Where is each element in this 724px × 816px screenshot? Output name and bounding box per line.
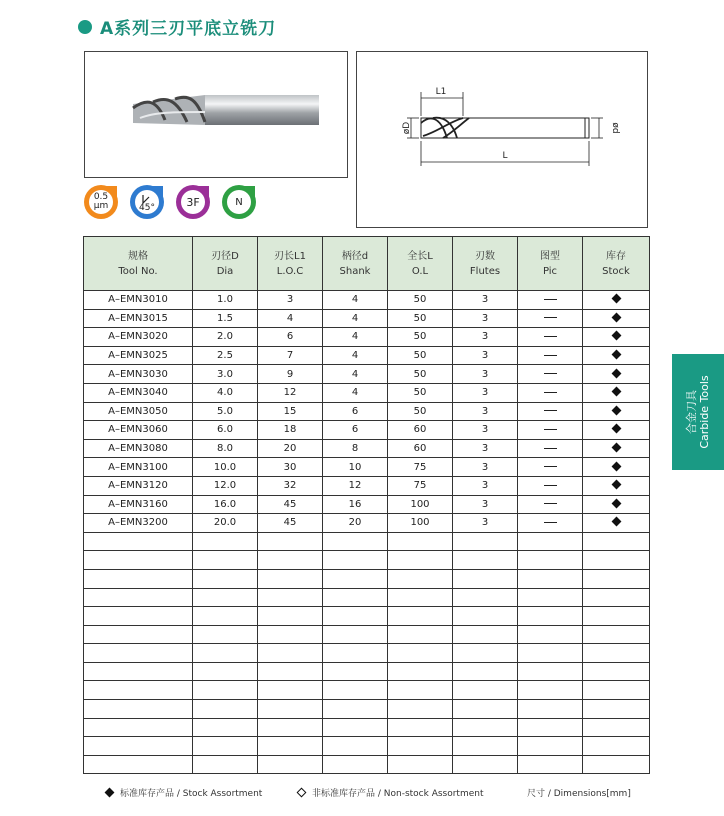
- empty-cell: [193, 718, 258, 737]
- empty-cell: [388, 662, 453, 681]
- stock-diamond-icon: [611, 312, 621, 322]
- end-mill-diagram: [357, 52, 647, 227]
- page-heading: [78, 14, 276, 39]
- empty-cell: [258, 569, 323, 588]
- helix-angle-icon: [129, 184, 165, 220]
- cell-shank: 20: [323, 514, 388, 533]
- empty-cell: [453, 755, 518, 774]
- cell-stock: [583, 328, 650, 347]
- empty-table-row: [84, 532, 650, 551]
- empty-cell: [323, 607, 388, 626]
- cell-stock: [583, 421, 650, 440]
- cell-pic: [518, 346, 583, 365]
- table-row: [84, 383, 650, 402]
- cell-stock: [583, 476, 650, 495]
- cell-loc: 30: [258, 458, 323, 477]
- cell-ol: 75: [388, 458, 453, 477]
- cell-dia: 20.0: [193, 514, 258, 533]
- cell-tool: A–EMN3050: [84, 402, 193, 421]
- empty-table-row: [84, 625, 650, 644]
- empty-table-row: [84, 737, 650, 756]
- empty-cell: [518, 569, 583, 588]
- cell-flutes: 3: [453, 514, 518, 533]
- l-label: L: [502, 151, 508, 161]
- cell-shank: 4: [323, 365, 388, 384]
- empty-cell: [323, 569, 388, 588]
- empty-cell: [453, 718, 518, 737]
- end-mill-photo: [85, 52, 347, 177]
- cell-tool: A–EMN3010: [84, 291, 193, 310]
- table-row: [84, 291, 650, 310]
- material-value: N: [235, 196, 243, 208]
- empty-cell: [193, 625, 258, 644]
- stock-diamond-icon: [611, 331, 621, 341]
- empty-cell: [388, 755, 453, 774]
- feature-icons: [83, 184, 257, 220]
- empty-cell: [453, 700, 518, 719]
- empty-cell: [388, 551, 453, 570]
- table-header-row: [84, 237, 650, 291]
- empty-table-row: [84, 662, 650, 681]
- empty-cell: [323, 681, 388, 700]
- empty-cell: [193, 588, 258, 607]
- cell-tool: A–EMN3060: [84, 421, 193, 440]
- cell-dia: 6.0: [193, 421, 258, 440]
- table-row: [84, 346, 650, 365]
- cell-pic: [518, 328, 583, 347]
- empty-cell: [583, 681, 650, 700]
- cell-flutes: 3: [453, 402, 518, 421]
- empty-cell: [323, 718, 388, 737]
- empty-cell: [518, 551, 583, 570]
- empty-cell: [84, 755, 193, 774]
- empty-cell: [323, 700, 388, 719]
- helix-angle-value: 45°: [139, 202, 155, 213]
- cell-stock: [583, 291, 650, 310]
- table-row: [84, 421, 650, 440]
- header-tool-no: 规格 Tool No.: [84, 237, 193, 291]
- empty-cell: [258, 625, 323, 644]
- empty-cell: [453, 625, 518, 644]
- empty-cell: [518, 532, 583, 551]
- cell-shank: 4: [323, 383, 388, 402]
- cell-flutes: 3: [453, 439, 518, 458]
- side-tab-en: Carbide Tools: [698, 375, 711, 449]
- empty-cell: [583, 755, 650, 774]
- cell-shank: 6: [323, 421, 388, 440]
- empty-cell: [388, 718, 453, 737]
- empty-cell: [258, 644, 323, 663]
- empty-cell: [84, 551, 193, 570]
- empty-cell: [583, 532, 650, 551]
- cell-loc: 18: [258, 421, 323, 440]
- empty-cell: [388, 588, 453, 607]
- cell-loc: 9: [258, 365, 323, 384]
- cell-shank: 6: [323, 402, 388, 421]
- empty-cell: [388, 607, 453, 626]
- cell-pic: [518, 402, 583, 421]
- header-shank: 柄径d Shank: [323, 237, 388, 291]
- bullet-dot: [78, 20, 92, 34]
- spec-table: [83, 236, 650, 774]
- cell-dia: 2.5: [193, 346, 258, 365]
- cell-pic: [518, 383, 583, 402]
- header-flutes: 刃数 Flutes: [453, 237, 518, 291]
- cell-ol: 50: [388, 346, 453, 365]
- empty-cell: [258, 662, 323, 681]
- empty-cell: [193, 681, 258, 700]
- table-row: [84, 476, 650, 495]
- empty-cell: [84, 718, 193, 737]
- empty-cell: [323, 551, 388, 570]
- cell-stock: [583, 346, 650, 365]
- stock-diamond-icon: [611, 387, 621, 397]
- empty-table-row: [84, 569, 650, 588]
- empty-cell: [193, 532, 258, 551]
- cell-dia: 5.0: [193, 402, 258, 421]
- precision-value: 0.5: [93, 192, 109, 202]
- cell-shank: 4: [323, 346, 388, 365]
- empty-cell: [84, 532, 193, 551]
- table-row: [84, 328, 650, 347]
- empty-cell: [84, 737, 193, 756]
- empty-cell: [453, 569, 518, 588]
- cell-loc: 12: [258, 383, 323, 402]
- stock-diamond-icon: [611, 294, 621, 304]
- cell-loc: 4: [258, 309, 323, 328]
- flutes-icon: [175, 184, 211, 220]
- header-ol: 全长L O.L: [388, 237, 453, 291]
- empty-cell: [258, 681, 323, 700]
- empty-cell: [388, 569, 453, 588]
- cell-stock: [583, 402, 650, 421]
- stock-diamond-icon: [611, 405, 621, 415]
- cell-loc: 6: [258, 328, 323, 347]
- cell-pic: [518, 291, 583, 310]
- empty-cell: [453, 551, 518, 570]
- cell-pic: [518, 458, 583, 477]
- cell-pic: [518, 495, 583, 514]
- empty-cell: [84, 700, 193, 719]
- empty-cell: [583, 737, 650, 756]
- table-row: [84, 309, 650, 328]
- table-row: [84, 365, 650, 384]
- cell-flutes: 3: [453, 458, 518, 477]
- empty-table-row: [84, 681, 650, 700]
- cell-tool: A–EMN3200: [84, 514, 193, 533]
- cell-tool: A–EMN3025: [84, 346, 193, 365]
- material-icon: [221, 184, 257, 220]
- empty-cell: [518, 700, 583, 719]
- cell-tool: A–EMN3120: [84, 476, 193, 495]
- cell-ol: 50: [388, 291, 453, 310]
- cell-ol: 60: [388, 439, 453, 458]
- table-row: [84, 514, 650, 533]
- empty-cell: [583, 607, 650, 626]
- empty-cell: [583, 700, 650, 719]
- empty-cell: [518, 644, 583, 663]
- empty-cell: [84, 625, 193, 644]
- cell-pic: [518, 421, 583, 440]
- header-pic: 图型 Pic: [518, 237, 583, 291]
- empty-table-row: [84, 588, 650, 607]
- empty-cell: [84, 662, 193, 681]
- empty-cell: [583, 588, 650, 607]
- table-row: [84, 439, 650, 458]
- cell-dia: 8.0: [193, 439, 258, 458]
- empty-cell: [323, 737, 388, 756]
- empty-cell: [193, 700, 258, 719]
- empty-cell: [323, 588, 388, 607]
- flutes-value: 3F: [186, 195, 200, 209]
- empty-cell: [583, 625, 650, 644]
- open-diamond-icon: [297, 788, 307, 798]
- cell-stock: [583, 365, 650, 384]
- table-row: [84, 458, 650, 477]
- cell-shank: 4: [323, 309, 388, 328]
- cell-tool: A–EMN3015: [84, 309, 193, 328]
- empty-cell: [518, 662, 583, 681]
- cell-ol: 50: [388, 309, 453, 328]
- cell-stock: [583, 383, 650, 402]
- cell-shank: 12: [323, 476, 388, 495]
- cell-flutes: 3: [453, 421, 518, 440]
- empty-cell: [388, 700, 453, 719]
- cell-tool: A–EMN3020: [84, 328, 193, 347]
- empty-cell: [323, 644, 388, 663]
- empty-table-row: [84, 700, 650, 719]
- cell-dia: 4.0: [193, 383, 258, 402]
- empty-cell: [258, 700, 323, 719]
- empty-cell: [258, 718, 323, 737]
- empty-cell: [193, 737, 258, 756]
- empty-cell: [583, 569, 650, 588]
- cell-loc: 3: [258, 291, 323, 310]
- cell-ol: 100: [388, 495, 453, 514]
- l1-label: L1: [435, 87, 447, 97]
- empty-cell: [84, 569, 193, 588]
- cell-ol: 50: [388, 328, 453, 347]
- empty-cell: [258, 755, 323, 774]
- empty-cell: [388, 737, 453, 756]
- cell-flutes: 3: [453, 346, 518, 365]
- empty-cell: [583, 644, 650, 663]
- empty-cell: [84, 588, 193, 607]
- cell-dia: 3.0: [193, 365, 258, 384]
- stock-diamond-icon: [611, 443, 621, 453]
- cell-ol: 50: [388, 402, 453, 421]
- cell-ol: 100: [388, 514, 453, 533]
- cell-flutes: 3: [453, 495, 518, 514]
- cell-pic: [518, 309, 583, 328]
- dia-small-label: ød: [610, 122, 620, 134]
- empty-cell: [193, 662, 258, 681]
- cell-tool: A–EMN3100: [84, 458, 193, 477]
- filled-diamond-icon: [105, 788, 115, 798]
- empty-table-row: [84, 718, 650, 737]
- cell-dia: 16.0: [193, 495, 258, 514]
- dimension-diagram: [356, 51, 648, 228]
- empty-table-row: [84, 551, 650, 570]
- empty-cell: [258, 607, 323, 626]
- precision-unit: μm: [93, 201, 109, 211]
- empty-cell: [518, 755, 583, 774]
- empty-cell: [388, 625, 453, 644]
- empty-table-row: [84, 755, 650, 774]
- stock-diamond-icon: [611, 461, 621, 471]
- empty-cell: [453, 532, 518, 551]
- cell-flutes: 3: [453, 476, 518, 495]
- empty-cell: [323, 532, 388, 551]
- cell-dia: 10.0: [193, 458, 258, 477]
- empty-cell: [453, 588, 518, 607]
- cell-pic: [518, 365, 583, 384]
- cell-ol: 50: [388, 365, 453, 384]
- stock-diamond-icon: [611, 424, 621, 434]
- legend-stock: 标准库存产品 / Stock Assortment: [106, 786, 262, 799]
- table-row: [84, 495, 650, 514]
- dia-big-label: øD: [402, 121, 412, 135]
- cell-stock: [583, 439, 650, 458]
- cell-loc: 20: [258, 439, 323, 458]
- empty-cell: [518, 681, 583, 700]
- stock-diamond-icon: [611, 368, 621, 378]
- cell-shank: 10: [323, 458, 388, 477]
- empty-cell: [518, 607, 583, 626]
- empty-cell: [323, 625, 388, 644]
- empty-cell: [388, 681, 453, 700]
- page-title: A系列三刃平底立铣刀: [100, 19, 277, 39]
- cell-stock: [583, 309, 650, 328]
- cell-loc: 45: [258, 495, 323, 514]
- cell-flutes: 3: [453, 291, 518, 310]
- cell-dia: 2.0: [193, 328, 258, 347]
- cell-loc: 45: [258, 514, 323, 533]
- cell-shank: 8: [323, 439, 388, 458]
- cell-pic: [518, 514, 583, 533]
- cell-dia: 12.0: [193, 476, 258, 495]
- empty-table-row: [84, 644, 650, 663]
- empty-cell: [323, 755, 388, 774]
- cell-stock: [583, 458, 650, 477]
- empty-cell: [453, 662, 518, 681]
- cell-flutes: 3: [453, 365, 518, 384]
- cell-pic: [518, 439, 583, 458]
- empty-cell: [193, 755, 258, 774]
- empty-cell: [518, 588, 583, 607]
- empty-cell: [258, 737, 323, 756]
- cell-stock: [583, 495, 650, 514]
- cell-loc: 15: [258, 402, 323, 421]
- empty-cell: [518, 737, 583, 756]
- header-dia: 刃径D Dia: [193, 237, 258, 291]
- cell-pic: [518, 476, 583, 495]
- empty-cell: [453, 737, 518, 756]
- empty-cell: [323, 662, 388, 681]
- empty-cell: [583, 551, 650, 570]
- cell-shank: 4: [323, 328, 388, 347]
- empty-cell: [193, 644, 258, 663]
- empty-cell: [388, 644, 453, 663]
- cell-loc: 7: [258, 346, 323, 365]
- empty-cell: [453, 644, 518, 663]
- empty-cell: [84, 607, 193, 626]
- empty-cell: [258, 532, 323, 551]
- precision-icon: [83, 184, 119, 220]
- legend-nonstock: 非标准库存产品 / Non-stock Assortment: [298, 786, 484, 799]
- cell-tool: A–EMN3040: [84, 383, 193, 402]
- empty-cell: [518, 625, 583, 644]
- product-photo: [84, 51, 348, 178]
- cell-tool: A–EMN3080: [84, 439, 193, 458]
- empty-cell: [583, 662, 650, 681]
- cell-stock: [583, 514, 650, 533]
- cell-ol: 75: [388, 476, 453, 495]
- cell-flutes: 3: [453, 383, 518, 402]
- empty-table-row: [84, 607, 650, 626]
- empty-cell: [193, 551, 258, 570]
- legend-dimensions: 尺寸 / Dimensions[mm]: [527, 789, 631, 799]
- cell-shank: 16: [323, 495, 388, 514]
- cell-ol: 50: [388, 383, 453, 402]
- cell-ol: 60: [388, 421, 453, 440]
- cell-flutes: 3: [453, 309, 518, 328]
- empty-cell: [258, 551, 323, 570]
- empty-cell: [193, 607, 258, 626]
- cell-flutes: 3: [453, 328, 518, 347]
- cell-tool: A–EMN3030: [84, 365, 193, 384]
- empty-cell: [388, 532, 453, 551]
- stock-diamond-icon: [611, 480, 621, 490]
- empty-cell: [84, 681, 193, 700]
- empty-cell: [193, 569, 258, 588]
- empty-cell: [258, 588, 323, 607]
- header-stock: 库存 Stock: [583, 237, 650, 291]
- empty-cell: [84, 644, 193, 663]
- stock-diamond-icon: [611, 517, 621, 527]
- empty-cell: [583, 718, 650, 737]
- stock-diamond-icon: [611, 350, 621, 360]
- cell-tool: A–EMN3160: [84, 495, 193, 514]
- cell-dia: 1.5: [193, 309, 258, 328]
- cell-shank: 4: [323, 291, 388, 310]
- empty-cell: [453, 681, 518, 700]
- empty-cell: [453, 607, 518, 626]
- empty-cell: [518, 718, 583, 737]
- side-tab: [672, 354, 724, 470]
- cell-loc: 32: [258, 476, 323, 495]
- table-row: [84, 402, 650, 421]
- cell-dia: 1.0: [193, 291, 258, 310]
- stock-diamond-icon: [611, 498, 621, 508]
- side-tab-cn: 合金刀具: [685, 390, 698, 435]
- header-loc: 刃长L1 L.O.C: [258, 237, 323, 291]
